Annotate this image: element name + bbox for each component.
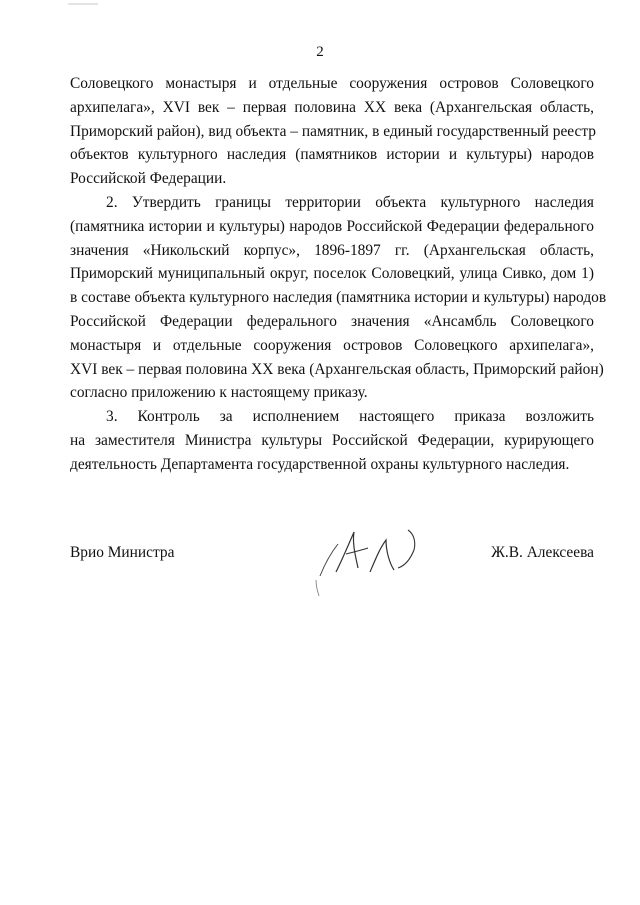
paragraph-line: деятельность Департамента государственной охраны культурного наследия. [70,455,570,473]
paragraph-line: монастыря и отдельные сооружения островов Соловецкого архипелага», [70,336,594,354]
paragraph-line: Приморский муниципальный округ, поселок Соловецкий, улица Сивко, дом 1) [70,265,594,283]
paragraph-line: объектов культурного наследия (памятников истории и культуры) народов [70,146,594,164]
paragraph-line: Приморский район), вид объекта – памятник, в единый государственный реестр [70,122,596,140]
paragraph-line: Российской Федерации федерального значения «Ансамбль Соловецкого [70,312,594,330]
signature-block [70,541,594,565]
scan-artifact [68,3,98,5]
document-body [70,72,607,477]
paragraph-1 [70,72,594,191]
page-number: 2 [316,44,324,60]
paragraph-2 [70,191,607,405]
paragraph-line: архипелага», XVI век – первая половина XX века (Архангельская область, [70,98,594,116]
paragraph-line: на заместителя Министра культуры Российской Федерации, курирующего [70,431,594,449]
paragraph-line: 3. Контроль за исполнением настоящего приказа возложить [106,408,594,426]
signer-name: Ж.В. Алексеева [491,544,594,561]
paragraph-line: XVI век – первая половина XX века (Архангельская область, Приморский район) [70,360,604,378]
paragraph-line: 2. Утвердить границы территории объекта культурного наследия [106,193,594,211]
paragraph-line: значения «Никольский корпус», 1896-1897 гг. (Архангельская область, [70,241,594,259]
paragraph-3 [70,405,594,476]
paragraph-line: Соловецкого монастыря и отдельные сооружения островов Соловецкого [70,75,594,92]
signer-title: Врио Министра [70,544,175,561]
paragraph-line: Российской Федерации. [70,170,227,188]
paragraph-line: согласно приложению к настоящему приказу. [70,384,368,402]
paragraph-line: (памятника истории и культуры) народов Российской Федерации федерального [70,217,594,235]
paragraph-line: в составе объекта культурного наследия (памятника истории и культуры) народов [70,289,607,307]
